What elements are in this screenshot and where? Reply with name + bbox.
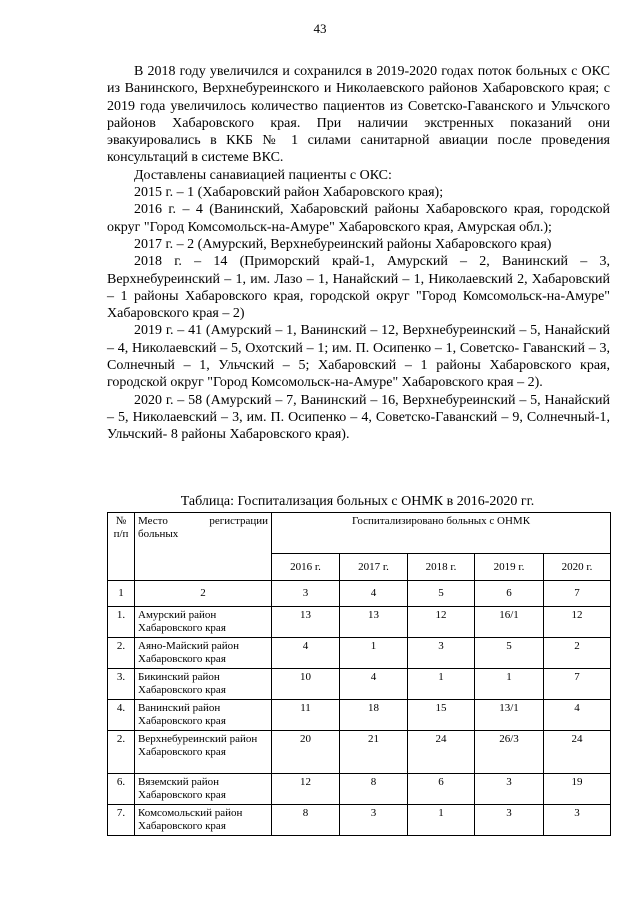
row-value: 3 <box>408 638 475 669</box>
row-place: Бикинский район Хабаровского края <box>135 669 272 700</box>
paragraph: 2018 г. – 14 (Приморский край-1, Амурский – 2, Ванинский – 3, Верхнебуреинский – 1, им. Лазо – 1, Нанайский – 1, Николаевский 2, Хабаровский – 1 районы Хабаровского края, городской округ "Город Комсомольск-на-Амуре" Хабаровского края – 2) <box>107 254 610 322</box>
column-number: 3 <box>272 581 340 607</box>
row-number: 4. <box>108 700 135 731</box>
paragraph: 2016 г. – 4 (Ванинский, Хабаровский районы Хабаровского края, городской округ "Город Комсомольск-на-Амуре" Хабаровского края, Амурская обл.); <box>107 202 610 235</box>
row-number: 7. <box>108 805 135 836</box>
row-value: 7 <box>544 669 611 700</box>
column-number: 6 <box>475 581 544 607</box>
paragraph: 2020 г. – 58 (Амурский – 7, Ванинский – 16, Верхнебуреинский – 5, Нанайский – 5, Николаевский – 3, им. П. Осипенко – 4, Советско-Гаванский – 9, Солнечный-1, Ульчский- 8 районы Хабаровского края). <box>107 392 610 443</box>
row-value: 1 <box>408 805 475 836</box>
row-value: 1 <box>408 669 475 700</box>
header-num: № п/п <box>108 513 135 581</box>
body-text <box>107 63 610 444</box>
row-value: 3 <box>340 805 408 836</box>
row-value: 3 <box>475 774 544 805</box>
table-row <box>108 700 611 731</box>
header-place: Место регистрации больных <box>135 513 272 581</box>
row-value: 13/1 <box>475 700 544 731</box>
row-value: 13 <box>340 607 408 638</box>
row-value: 3 <box>475 805 544 836</box>
header-group: Госпитализировано больных с ОНМК <box>272 513 611 554</box>
row-value: 24 <box>544 731 611 774</box>
paragraph: 2015 г. – 1 (Хабаровский район Хабаровского края); <box>134 185 444 201</box>
header-row <box>108 513 611 554</box>
table-row <box>108 805 611 836</box>
row-place: Амурский район Хабаровского края <box>135 607 272 638</box>
row-value: 10 <box>272 669 340 700</box>
row-value: 24 <box>408 731 475 774</box>
row-place: Комсомольский район Хабаровского края <box>135 805 272 836</box>
column-number: 5 <box>408 581 475 607</box>
row-value: 13 <box>272 607 340 638</box>
row-value: 12 <box>408 607 475 638</box>
paragraph: 2017 г. – 2 (Амурский, Верхнебуреинский районы Хабаровского края) <box>134 236 552 252</box>
column-number: 2 <box>135 581 272 607</box>
row-value: 12 <box>544 607 611 638</box>
row-value: 21 <box>340 731 408 774</box>
row-number: 2. <box>108 638 135 669</box>
row-value: 1 <box>340 638 408 669</box>
column-numbers-row <box>108 581 611 607</box>
row-value: 5 <box>475 638 544 669</box>
header-year: 2017 г. <box>340 554 408 581</box>
table-row <box>108 638 611 669</box>
column-number: 4 <box>340 581 408 607</box>
row-value: 1 <box>475 669 544 700</box>
paragraph: В 2018 году увеличился и сохранился в 2019-2020 годах поток больных с ОКС из Ванинского, Верхнебуреинского и Николаевского районов Хабаровского края; с 2019 года увеличилось количество пациентов из Советско-Гаванского и Ульчского районов Хабаровского края. При наличии экстренных показаний они эвакуировались в ККБ № 1 силами санитарной авиации после проведения консультаций в системе ВКС. <box>107 64 610 166</box>
page-number: 43 <box>313 21 327 36</box>
row-value: 20 <box>272 731 340 774</box>
row-place: Ванинский район Хабаровского края <box>135 700 272 731</box>
row-value: 15 <box>408 700 475 731</box>
row-value: 8 <box>272 805 340 836</box>
header-year: 2016 г. <box>272 554 340 581</box>
table-row <box>108 731 611 774</box>
column-number: 7 <box>544 581 611 607</box>
row-value: 19 <box>544 774 611 805</box>
header-year: 2020 г. <box>544 554 611 581</box>
table-row <box>108 669 611 700</box>
row-value: 11 <box>272 700 340 731</box>
row-value: 4 <box>340 669 408 700</box>
hospitalization-table <box>107 512 611 836</box>
row-value: 6 <box>408 774 475 805</box>
row-place: Аяно-Майский район Хабаровского края <box>135 638 272 669</box>
row-number: 3. <box>108 669 135 700</box>
row-number: 2. <box>108 731 135 774</box>
row-value: 26/3 <box>475 731 544 774</box>
header-year: 2019 г. <box>475 554 544 581</box>
header-year: 2018 г. <box>408 554 475 581</box>
row-place: Вяземский район Хабаровского края <box>135 774 272 805</box>
row-value: 16/1 <box>475 607 544 638</box>
row-number: 6. <box>108 774 135 805</box>
row-value: 4 <box>272 638 340 669</box>
column-number: 1 <box>108 581 135 607</box>
table-row <box>108 774 611 805</box>
row-value: 12 <box>272 774 340 805</box>
row-value: 2 <box>544 638 611 669</box>
row-number: 1. <box>108 607 135 638</box>
row-value: 18 <box>340 700 408 731</box>
table-caption: Таблица: Госпитализация больных с ОНМК в 2016-2020 гг. <box>180 494 535 509</box>
table-row <box>108 607 611 638</box>
row-value: 8 <box>340 774 408 805</box>
row-value: 3 <box>544 805 611 836</box>
paragraph: Доставлены санавиацией пациенты с ОКС: <box>134 167 392 183</box>
row-place: Верхнебуреинский район Хабаровского края <box>135 731 272 774</box>
paragraph: 2019 г. – 41 (Амурский – 1, Ванинский – 12, Верхнебуреинский – 5, Нанайский – 4, Николаевский – 5, Охотский – 1; им. П. Осипенко – 1, Советско- Гаванский – 3, Солнечный – 1, Ульчский – 5; Хабаровский – 1 районы Хабаровского края, городской округ "Город Комсомольск-на-Амуре" Хабаровского края – 2). <box>107 323 610 391</box>
row-value: 4 <box>544 700 611 731</box>
